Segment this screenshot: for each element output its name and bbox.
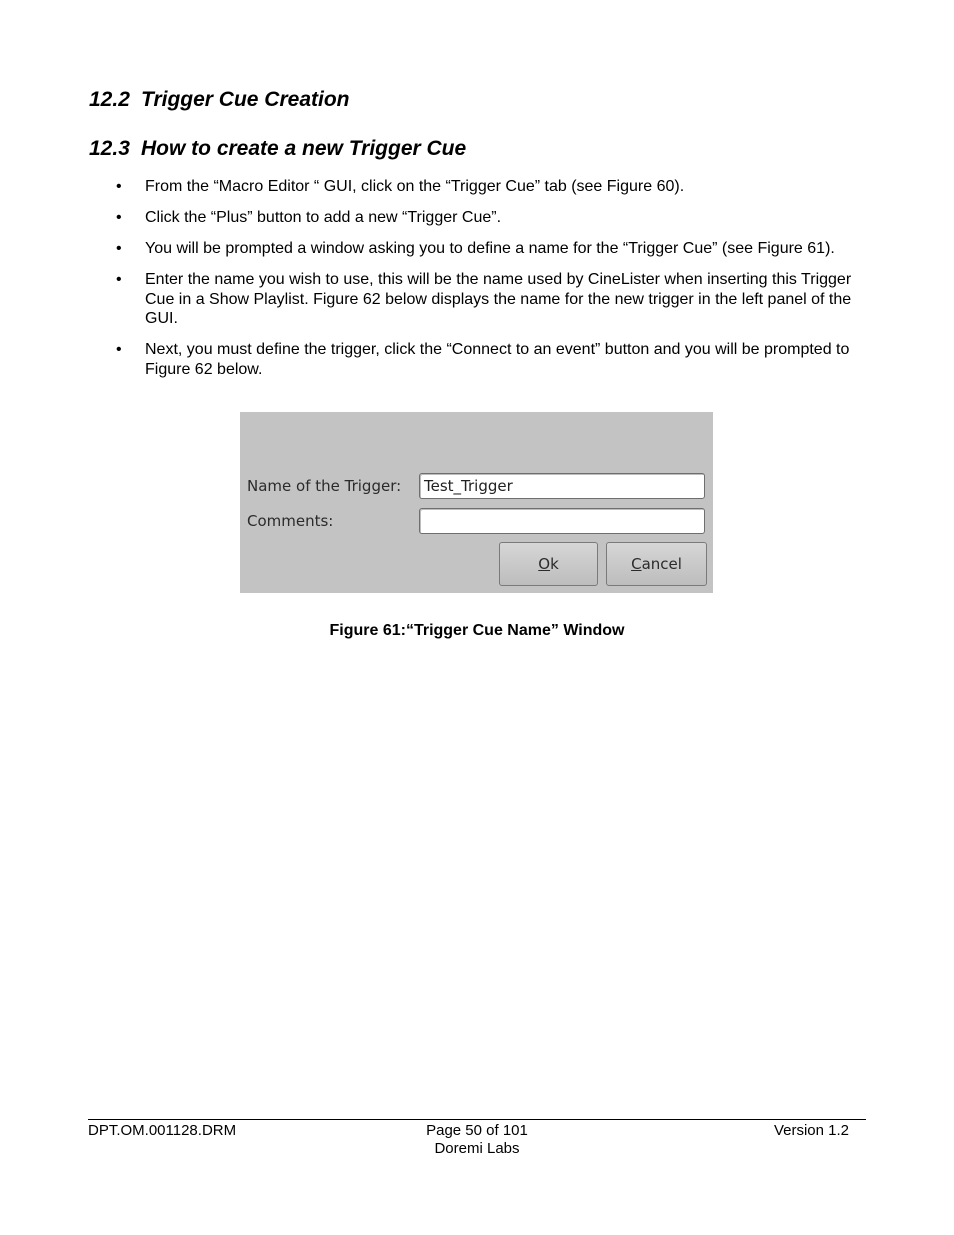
- section-heading-12-3: [89, 137, 466, 161]
- bullet-icon: •: [116, 209, 122, 226]
- footer-company: Doremi Labs: [434, 1140, 520, 1157]
- list-item: [0, 208, 954, 228]
- bullet-icon: •: [116, 178, 122, 195]
- comments-label: Comments:: [247, 512, 334, 530]
- section-title: How to create a new Trigger Cue: [141, 137, 467, 160]
- list-item: [0, 177, 954, 197]
- name-of-trigger-label: Name of the Trigger:: [247, 477, 402, 495]
- footer-doc-id: DPT.OM.001128.DRM: [88, 1122, 237, 1139]
- section-heading-12-2: [89, 88, 349, 112]
- footer-page-number: Page 50 of 101: [426, 1122, 528, 1139]
- footer-version: Version 1.2: [773, 1122, 849, 1139]
- list-item: [0, 340, 954, 379]
- list-item-text: You will be prompted a window asking you to define a name for the “Trigger Cue” (see Figure 61).: [145, 240, 835, 257]
- cancel-mnemonic: C: [631, 555, 642, 573]
- cancel-label: ancel: [641, 555, 682, 573]
- bullet-icon: •: [116, 240, 122, 257]
- ok-button[interactable]: [499, 542, 598, 586]
- list-item-text: Next, you must define the trigger, click the “Connect to an event” button and you will be prompted to Figure 62 below.: [145, 341, 850, 378]
- section-title: Trigger Cue Creation: [141, 88, 350, 111]
- instruction-list: [0, 177, 954, 391]
- list-item-text: Enter the name you wish to use, this will be the name used by CineLister when inserting this Trigger Cue in a Show Playlist. Figure 62 below displays the name for the new trigger in the left panel of the GUI.: [145, 271, 852, 327]
- trigger-name-input[interactable]: Test_Trigger: [419, 473, 705, 499]
- list-item-text: From the “Macro Editor “ GUI, click on the “Trigger Cue” tab (see Figure 60).: [145, 178, 685, 195]
- section-number: 12.3: [89, 137, 130, 160]
- footer-center: [377, 1122, 577, 1158]
- bullet-icon: •: [116, 341, 122, 358]
- trigger-cue-name-dialog: [240, 412, 713, 593]
- bullet-icon: •: [116, 271, 122, 288]
- ok-mnemonic: O: [538, 555, 551, 573]
- list-item: [0, 270, 954, 329]
- list-item: [0, 239, 954, 259]
- comments-input[interactable]: [419, 508, 705, 534]
- section-number: 12.2: [89, 88, 130, 111]
- list-item-text: Click the “Plus” button to add a new “Trigger Cue”.: [145, 209, 502, 226]
- cancel-button[interactable]: [606, 542, 707, 586]
- ok-label: k: [550, 555, 559, 573]
- footer-divider: [88, 1119, 866, 1120]
- figure-caption: Figure 61:“Trigger Cue Name” Window: [329, 622, 625, 639]
